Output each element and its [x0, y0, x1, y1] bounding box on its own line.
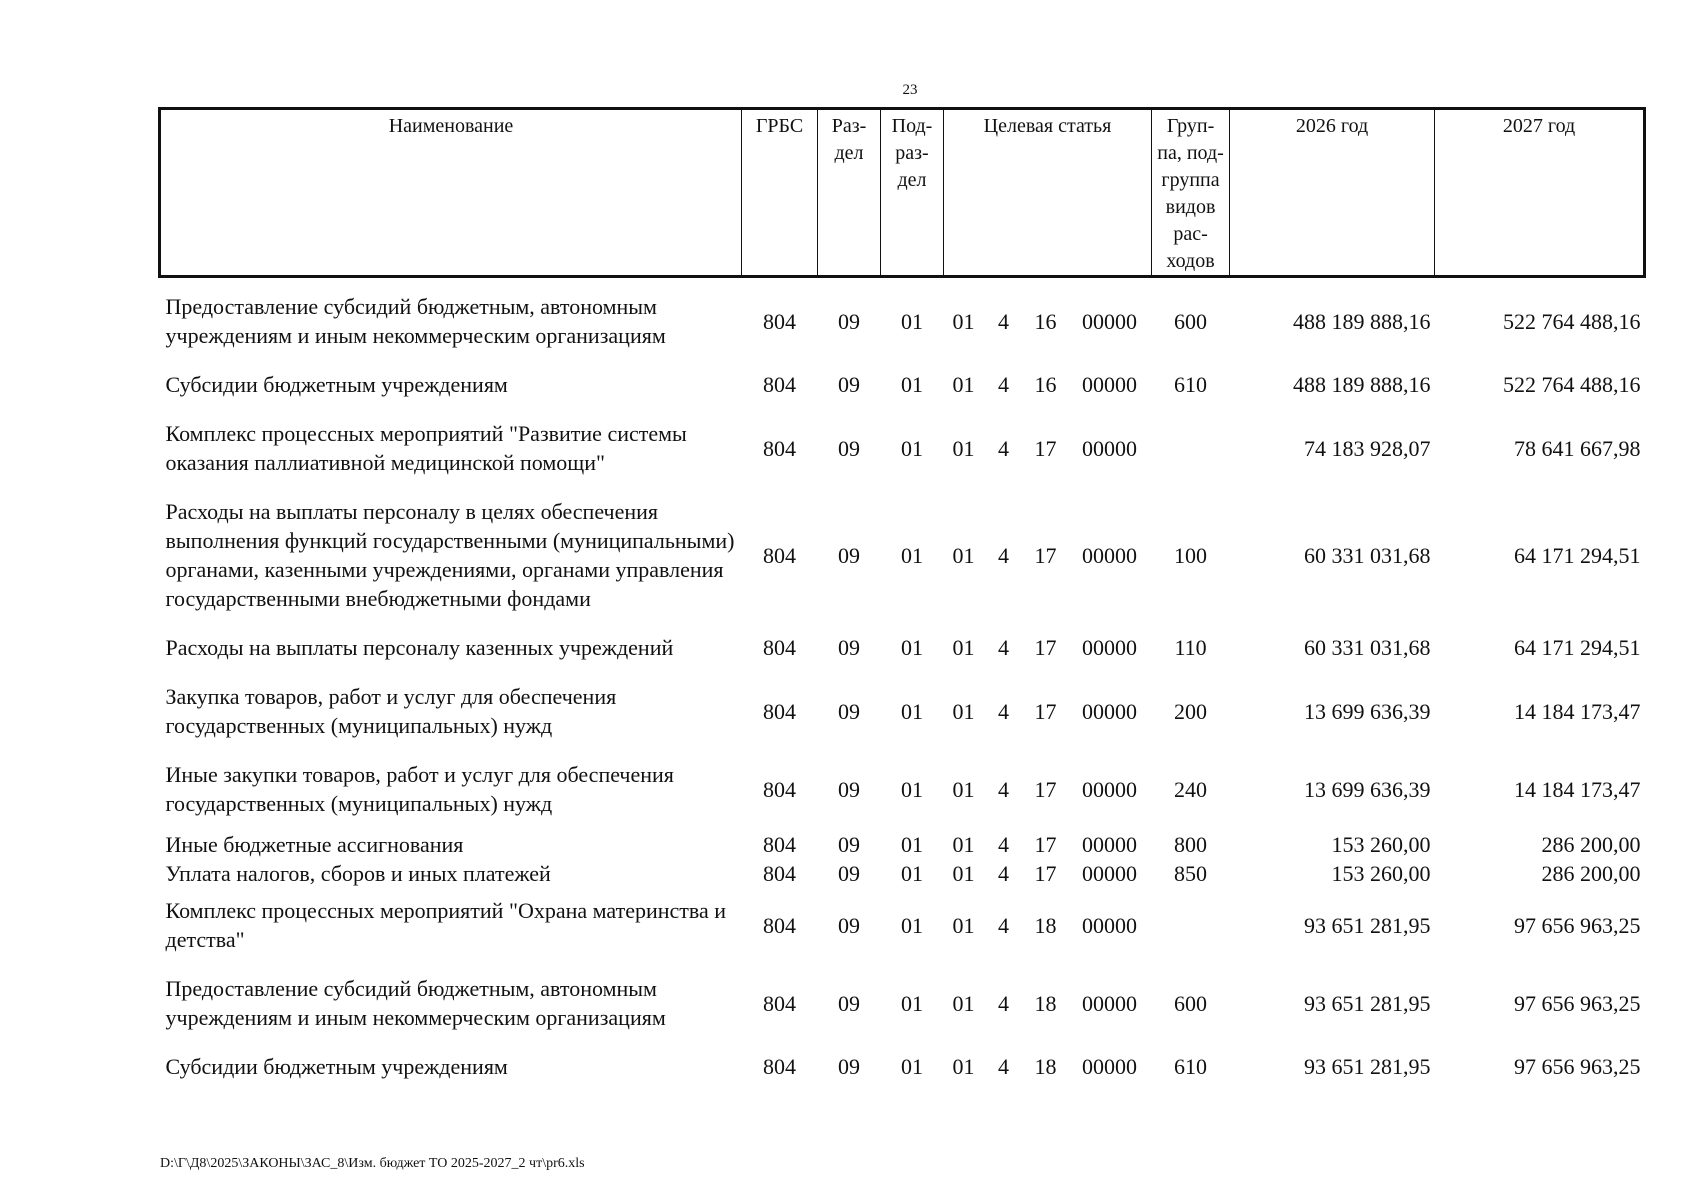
table-row: [160, 888, 1645, 966]
cell-expense-type: 240: [1174, 776, 1208, 802]
table-row: [160, 362, 1645, 411]
cell-amount-2027: 14 184 173,47: [1514, 776, 1641, 802]
table-row: [160, 625, 1645, 674]
cell-amount-2026: 93 651 281,95: [1304, 912, 1431, 938]
cell-target-direction: 00000: [1082, 435, 1138, 461]
cell-target-program: 01: [952, 635, 975, 660]
cell-amount-2026: 153 260,00: [1331, 861, 1431, 886]
cell-target-direction: 00000: [1082, 990, 1138, 1016]
cell-amount-2026: 488 189 888,16: [1293, 372, 1431, 397]
cell-amount-2027: 64 171 294,51: [1514, 542, 1641, 568]
cell-podrazdel: 01: [901, 372, 923, 397]
cell-grbs: 804: [763, 861, 796, 886]
cell-amount-2027: 522 764 488,16: [1503, 308, 1641, 334]
table-row: [160, 966, 1645, 1044]
cell-grbs: 804: [763, 635, 796, 660]
budget-table: [158, 107, 1646, 1093]
header-vid-line: па, под-: [1157, 142, 1224, 164]
header-podrazdel: [881, 109, 944, 277]
cell-podrazdel: 01: [901, 542, 923, 568]
cell-expense-type: 110: [1174, 635, 1207, 660]
cell-target-type: 4: [998, 542, 1009, 568]
header-target: Целевая статья: [944, 109, 1152, 277]
header-name: Наименование: [160, 109, 742, 277]
cell-name: Предоставление субсидий бюджетным, автономным учреждениям и иным некоммерческим организациям: [165, 976, 666, 1030]
header-razdel-line: дел: [834, 142, 864, 164]
header-podrazdel-line: раз-: [895, 142, 929, 164]
cell-target-direction: 00000: [1082, 698, 1138, 724]
cell-target-program: 01: [952, 372, 975, 397]
cell-razdel: 09: [838, 832, 860, 857]
cell-amount-2027: 97 656 963,25: [1514, 990, 1641, 1016]
cell-target-type: 4: [998, 308, 1009, 334]
table-row: [160, 752, 1645, 830]
cell-amount-2026: 93 651 281,95: [1304, 990, 1431, 1016]
cell-podrazdel: 01: [901, 635, 923, 660]
cell-expense-type: 850: [1174, 861, 1208, 886]
cell-amount-2027: 78 641 667,98: [1514, 435, 1641, 461]
header-vid-line: видов: [1165, 196, 1216, 218]
cell-razdel: 09: [838, 776, 860, 802]
cell-target-subprogram: 17: [1034, 861, 1057, 886]
cell-grbs: 804: [763, 990, 796, 1016]
cell-target-program: 01: [952, 912, 975, 938]
cell-target-program: 01: [952, 776, 975, 802]
cell-target-subprogram: 18: [1034, 912, 1057, 938]
cell-expense-type: 610: [1174, 372, 1208, 397]
header-grbs: ГРБС: [742, 109, 818, 277]
header-2027: 2027 год: [1435, 109, 1645, 277]
cell-name: Расходы на выплаты персоналу в целях обеспечения выполнения функций государственными (муниципальными) органами, казенными учреждениями, органами управления государственными внебюджетными фондами: [165, 499, 735, 611]
cell-target-program: 01: [952, 832, 975, 857]
cell-amount-2027: 97 656 963,25: [1514, 1054, 1641, 1079]
cell-razdel: 09: [838, 861, 860, 886]
cell-target-type: 4: [998, 990, 1009, 1016]
cell-grbs: 804: [763, 435, 796, 461]
table-row: [160, 489, 1645, 625]
cell-target-program: 01: [952, 990, 975, 1016]
cell-grbs: 804: [763, 542, 796, 568]
table-header: [160, 109, 1645, 277]
header-2026: 2026 год: [1230, 109, 1435, 277]
cell-razdel: 09: [838, 990, 860, 1016]
cell-razdel: 09: [838, 372, 860, 397]
cell-target-type: 4: [998, 698, 1009, 724]
cell-target-subprogram: 16: [1034, 372, 1057, 397]
cell-target-direction: 00000: [1082, 776, 1138, 802]
header-vid-line: Груп-: [1166, 115, 1215, 137]
cell-target-subprogram: 17: [1034, 635, 1057, 660]
cell-expense-type: [1152, 411, 1230, 489]
cell-target-direction: 00000: [1082, 635, 1138, 660]
cell-target-subprogram: 17: [1034, 435, 1057, 461]
cell-amount-2026: 60 331 031,68: [1304, 635, 1431, 660]
cell-target-subprogram: 18: [1034, 1054, 1057, 1079]
cell-amount-2027: 286 200,00: [1541, 861, 1641, 886]
cell-expense-type: 200: [1174, 698, 1208, 724]
cell-target-type: 4: [998, 776, 1009, 802]
cell-name: Комплекс процессных мероприятий "Развитие системы оказания паллиативной медицинской помощи": [165, 421, 687, 475]
cell-name: Уплата налогов, сборов и иных платежей: [165, 861, 551, 886]
cell-podrazdel: 01: [901, 861, 923, 886]
cell-amount-2026: 60 331 031,68: [1304, 542, 1431, 568]
cell-razdel: 09: [838, 308, 860, 334]
cell-podrazdel: 01: [901, 308, 923, 334]
cell-target-direction: 00000: [1082, 832, 1138, 857]
cell-expense-type: 800: [1174, 832, 1208, 857]
cell-target-direction: 00000: [1082, 542, 1138, 568]
cell-podrazdel: 01: [901, 698, 923, 724]
cell-razdel: 09: [838, 1054, 860, 1079]
cell-name: Субсидии бюджетным учреждениям: [165, 1054, 508, 1079]
cell-razdel: 09: [838, 435, 860, 461]
cell-target-program: 01: [952, 308, 975, 334]
cell-target-type: 4: [998, 435, 1009, 461]
cell-expense-type: 610: [1174, 1054, 1208, 1079]
cell-expense-type: [1152, 888, 1230, 966]
cell-target-program: 01: [952, 1054, 975, 1079]
cell-grbs: 804: [763, 776, 796, 802]
cell-target-type: 4: [998, 912, 1009, 938]
cell-razdel: 09: [838, 542, 860, 568]
table-row: [160, 674, 1645, 752]
cell-target-type: 4: [998, 1054, 1009, 1079]
cell-grbs: 804: [763, 1054, 796, 1079]
cell-name: Иные закупки товаров, работ и услуг для обеспечения государственных (муниципальных) нужд: [165, 762, 674, 816]
cell-grbs: 804: [763, 698, 796, 724]
cell-podrazdel: 01: [901, 990, 923, 1016]
cell-amount-2027: 14 184 173,47: [1514, 698, 1641, 724]
cell-target-program: 01: [952, 698, 975, 724]
header-razdel: [818, 109, 881, 277]
table-row: [160, 859, 1645, 888]
cell-name: Субсидии бюджетным учреждениям: [165, 372, 508, 397]
cell-amount-2026: 93 651 281,95: [1304, 1054, 1431, 1079]
header-vid-line: рас-: [1173, 223, 1208, 245]
header-podrazdel-line: дел: [897, 169, 927, 191]
cell-target-subprogram: 17: [1034, 542, 1057, 568]
cell-podrazdel: 01: [901, 776, 923, 802]
cell-target-type: 4: [998, 861, 1009, 886]
cell-name: Комплекс процессных мероприятий "Охрана материнства и детства": [165, 898, 727, 952]
cell-target-subprogram: 17: [1034, 832, 1057, 857]
table-body: [160, 277, 1645, 1094]
cell-target-subprogram: 17: [1034, 698, 1057, 724]
cell-target-direction: 00000: [1082, 1054, 1138, 1079]
cell-target-type: 4: [998, 372, 1009, 397]
cell-target-direction: 00000: [1082, 912, 1138, 938]
cell-razdel: 09: [838, 698, 860, 724]
cell-target-direction: 00000: [1082, 861, 1138, 886]
cell-target-subprogram: 17: [1034, 776, 1057, 802]
cell-razdel: 09: [838, 912, 860, 938]
cell-amount-2026: 13 699 636,39: [1304, 698, 1431, 724]
cell-podrazdel: 01: [901, 1054, 923, 1079]
header-vid: [1152, 109, 1230, 277]
table-row: [160, 277, 1645, 363]
cell-name: Закупка товаров, работ и услуг для обеспечения государственных (муниципальных) нужд: [165, 684, 617, 738]
header-podrazdel-line: Под-: [891, 115, 933, 137]
cell-target-type: 4: [998, 635, 1009, 660]
cell-amount-2026: 74 183 928,07: [1304, 435, 1431, 461]
cell-target-program: 01: [952, 435, 975, 461]
page-number: 23: [902, 82, 918, 98]
cell-grbs: 804: [763, 832, 796, 857]
cell-name: Иные бюджетные ассигнования: [165, 832, 464, 857]
cell-grbs: 804: [763, 372, 796, 397]
cell-amount-2026: 13 699 636,39: [1304, 776, 1431, 802]
cell-target-program: 01: [952, 861, 975, 886]
cell-amount-2026: 153 260,00: [1331, 832, 1431, 857]
cell-target-subprogram: 16: [1034, 308, 1057, 334]
header-razdel-line: Раз-: [831, 115, 867, 137]
cell-grbs: 804: [763, 308, 796, 334]
header-vid-line: группа: [1161, 169, 1220, 191]
cell-amount-2027: 522 764 488,16: [1503, 372, 1641, 397]
table-row: [160, 830, 1645, 859]
cell-amount-2026: 488 189 888,16: [1293, 308, 1431, 334]
cell-amount-2027: 64 171 294,51: [1514, 635, 1641, 660]
cell-target-type: 4: [998, 832, 1009, 857]
cell-podrazdel: 01: [901, 912, 923, 938]
cell-expense-type: 600: [1174, 308, 1208, 334]
header-vid-line: ходов: [1166, 250, 1215, 272]
cell-target-direction: 00000: [1082, 308, 1138, 334]
cell-amount-2027: 286 200,00: [1541, 832, 1641, 857]
cell-target-program: 01: [952, 542, 975, 568]
cell-expense-type: 100: [1174, 542, 1208, 568]
table-row: [160, 411, 1645, 489]
cell-podrazdel: 01: [901, 435, 923, 461]
cell-grbs: 804: [763, 912, 796, 938]
cell-expense-type: 600: [1174, 990, 1208, 1016]
cell-name: Предоставление субсидий бюджетным, автономным учреждениям и иным некоммерческим организациям: [165, 294, 666, 348]
cell-target-subprogram: 18: [1034, 990, 1057, 1016]
footer-file-path: D:\Г\Д8\2025\ЗАКОНЫ\ЗАС_8\Изм. бюджет ТО 2025-2027_2 чт\pr6.xls: [160, 1156, 585, 1171]
cell-podrazdel: 01: [901, 832, 923, 857]
cell-razdel: 09: [838, 635, 860, 660]
cell-amount-2027: 97 656 963,25: [1514, 912, 1641, 938]
cell-name: Расходы на выплаты персоналу казенных учреждений: [165, 635, 674, 660]
cell-target-direction: 00000: [1082, 372, 1138, 397]
table-row: [160, 1044, 1645, 1093]
